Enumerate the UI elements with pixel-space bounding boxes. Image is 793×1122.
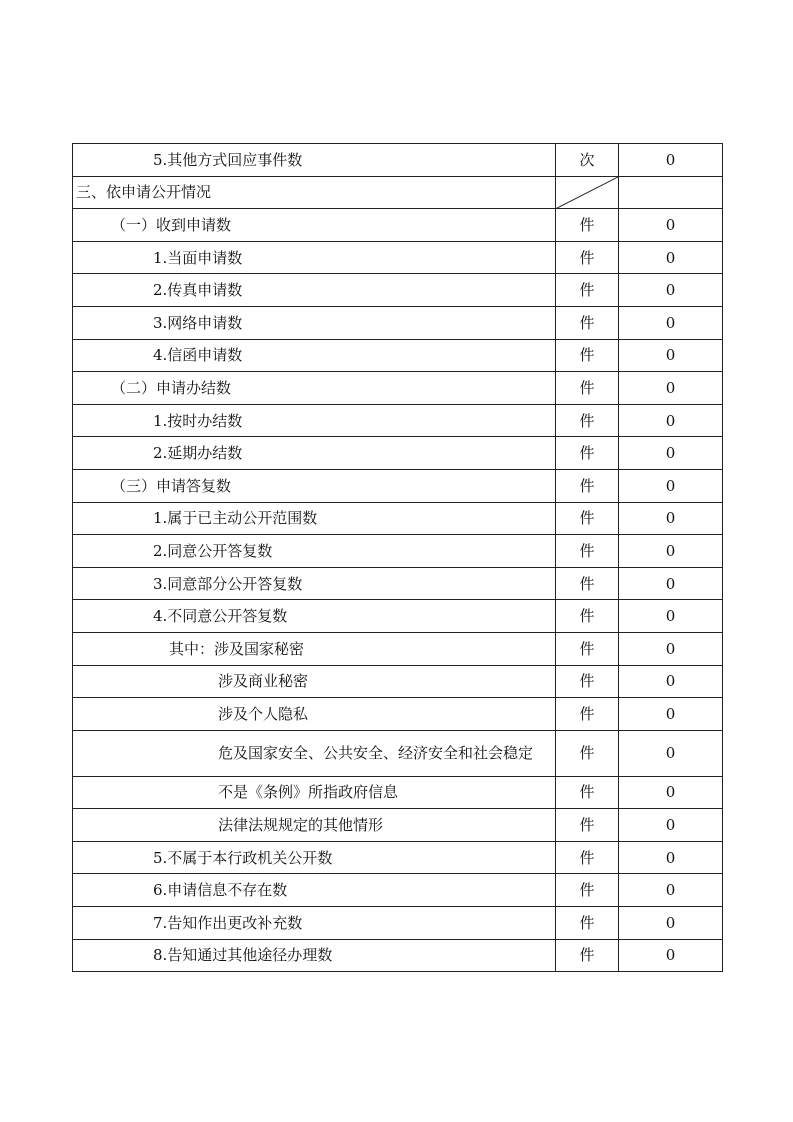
row-value: 0 (619, 698, 723, 731)
row-value: 0 (619, 665, 723, 698)
row-unit: 件 (556, 567, 619, 600)
row-value: 0 (619, 274, 723, 307)
row-label: （一）收到申请数 (73, 209, 556, 242)
row-label: 4.信函申请数 (73, 339, 556, 372)
row-value: 0 (619, 372, 723, 405)
row-value: 0 (619, 939, 723, 972)
row-value: 0 (619, 907, 723, 940)
table-row (73, 730, 723, 776)
row-label: 2.传真申请数 (73, 274, 556, 307)
table-row (73, 776, 723, 809)
row-label: 1.属于已主动公开范围数 (73, 502, 556, 535)
row-unit: 件 (556, 665, 619, 698)
row-value: 0 (619, 241, 723, 274)
section-title: 三、依申请公开情况 (73, 176, 556, 209)
row-unit: 件 (556, 437, 619, 470)
row-value: 0 (619, 600, 723, 633)
row-value: 0 (619, 841, 723, 874)
table-row (73, 841, 723, 874)
row-label: 不是《条例》所指政府信息 (73, 776, 556, 809)
row-unit: 件 (556, 306, 619, 339)
table-row (73, 144, 723, 177)
row-unit: 次 (556, 144, 619, 177)
row-label: 3.网络申请数 (73, 306, 556, 339)
row-label: 7.告知作出更改补充数 (73, 907, 556, 940)
row-value: 0 (619, 776, 723, 809)
row-value: 0 (619, 144, 723, 177)
table-row (73, 698, 723, 731)
row-label: 1.当面申请数 (73, 241, 556, 274)
table-row (73, 274, 723, 307)
row-label: 危及国家安全、公共安全、经济安全和社会稳定 (73, 730, 556, 776)
row-label: 法律法规规定的其他情形 (73, 809, 556, 842)
row-value: 0 (619, 209, 723, 242)
table-row (73, 535, 723, 568)
row-value (619, 176, 723, 209)
row-value: 0 (619, 306, 723, 339)
table-row (73, 939, 723, 972)
row-label: （三）申请答复数 (73, 469, 556, 502)
row-unit: 件 (556, 698, 619, 731)
row-value: 0 (619, 535, 723, 568)
table-row (73, 209, 723, 242)
row-label: 涉及个人隐私 (73, 698, 556, 731)
row-value: 0 (619, 437, 723, 470)
row-label: 5.不属于本行政机关公开数 (73, 841, 556, 874)
diagonal-cell (556, 176, 619, 209)
row-unit: 件 (556, 874, 619, 907)
row-unit: 件 (556, 809, 619, 842)
row-value: 0 (619, 632, 723, 665)
row-unit: 件 (556, 939, 619, 972)
table-row (73, 907, 723, 940)
row-label: 2.延期办结数 (73, 437, 556, 470)
table-row (73, 437, 723, 470)
row-unit: 件 (556, 730, 619, 776)
row-value: 0 (619, 404, 723, 437)
row-unit: 件 (556, 241, 619, 274)
row-label: 5.其他方式回应事件数 (73, 144, 556, 177)
row-unit: 件 (556, 907, 619, 940)
statistics-table (72, 143, 723, 972)
row-unit: 件 (556, 469, 619, 502)
row-label: 涉及商业秘密 (73, 665, 556, 698)
table-row (73, 874, 723, 907)
table-row (73, 567, 723, 600)
row-label: 2.同意公开答复数 (73, 535, 556, 568)
table-row (73, 469, 723, 502)
row-label: 3.同意部分公开答复数 (73, 567, 556, 600)
table-row (73, 502, 723, 535)
row-unit: 件 (556, 339, 619, 372)
row-value: 0 (619, 567, 723, 600)
row-value: 0 (619, 730, 723, 776)
row-label: 其中：涉及国家秘密 (73, 632, 556, 665)
row-unit: 件 (556, 209, 619, 242)
row-unit: 件 (556, 776, 619, 809)
row-value: 0 (619, 809, 723, 842)
table-row (73, 339, 723, 372)
table-row (73, 404, 723, 437)
table-row (73, 241, 723, 274)
section-header-row (73, 176, 723, 209)
row-value: 0 (619, 339, 723, 372)
row-unit: 件 (556, 372, 619, 405)
row-label: 8.告知通过其他途径办理数 (73, 939, 556, 972)
row-unit: 件 (556, 841, 619, 874)
row-label: （二）申请办结数 (73, 372, 556, 405)
row-unit: 件 (556, 404, 619, 437)
row-unit: 件 (556, 600, 619, 633)
diagonal-line (556, 177, 618, 209)
row-label: 4.不同意公开答复数 (73, 600, 556, 633)
table-row (73, 632, 723, 665)
row-unit: 件 (556, 535, 619, 568)
table-row (73, 665, 723, 698)
row-value: 0 (619, 502, 723, 535)
row-unit: 件 (556, 502, 619, 535)
row-value: 0 (619, 469, 723, 502)
table-row (73, 306, 723, 339)
table-row (73, 372, 723, 405)
row-label: 6.申请信息不存在数 (73, 874, 556, 907)
table-row (73, 600, 723, 633)
row-unit: 件 (556, 274, 619, 307)
table-row (73, 809, 723, 842)
row-unit: 件 (556, 632, 619, 665)
row-value: 0 (619, 874, 723, 907)
row-label: 1.按时办结数 (73, 404, 556, 437)
